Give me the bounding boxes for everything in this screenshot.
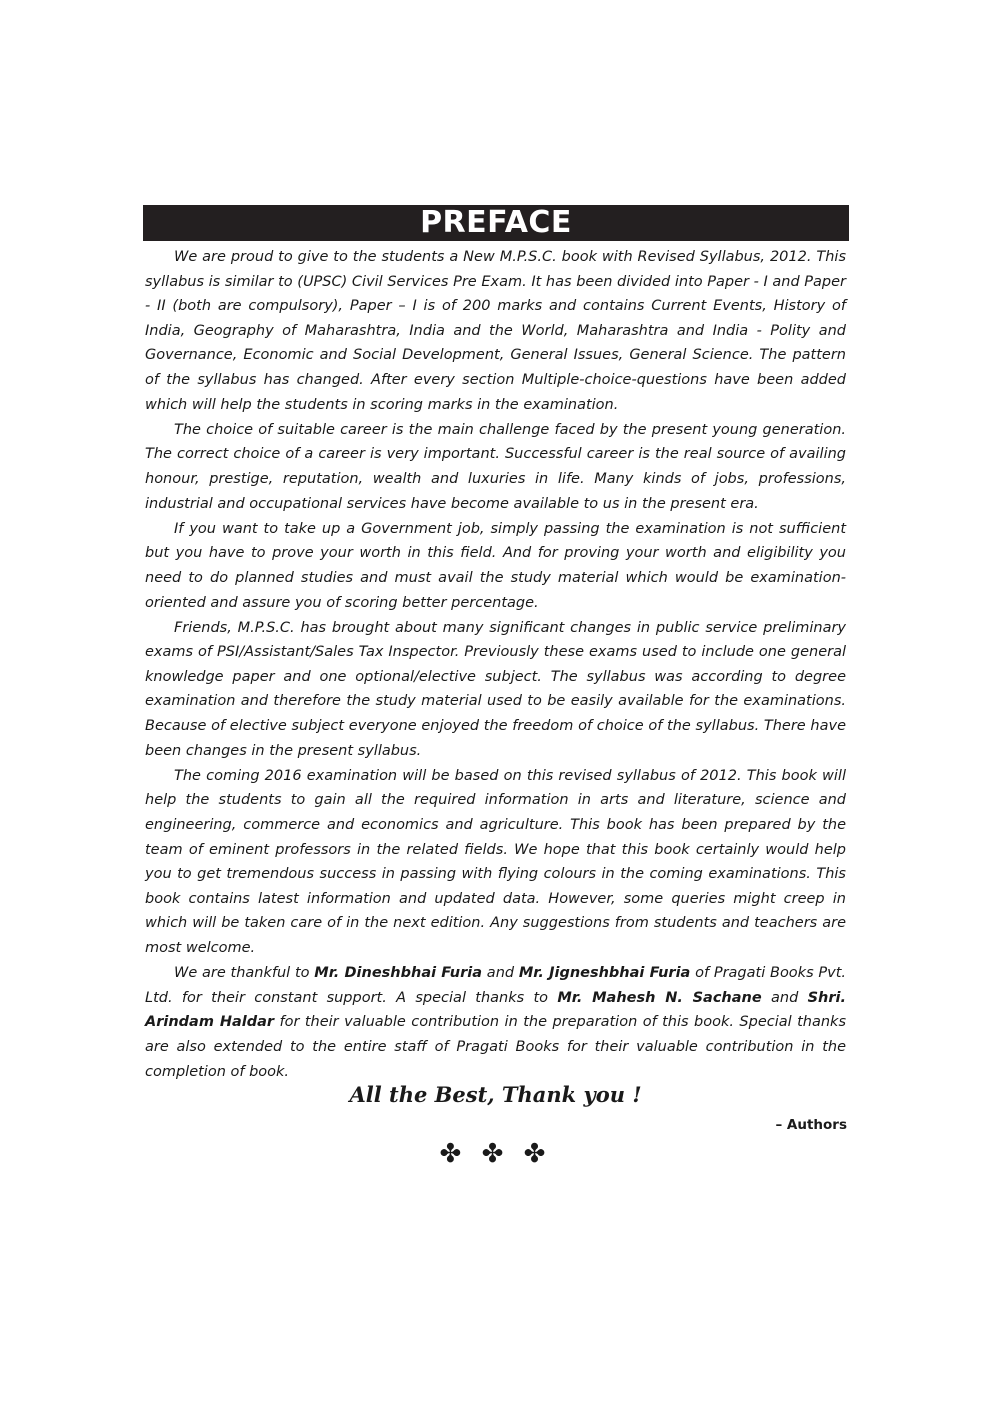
paragraph-mpsc-changes: Friends, M.P.S.C. has brought about many significant changes in public service preliminary exams of PSI/Assistant/Sales Tax Inspector. Previously these exams used to include one general knowledge paper and one optional/elective subject. The syllabus was according to degree examination and therefore the study material used to be easily available for the examinations. Because of elective subject everyone enjoyed the freedom of choice of the syllabus. There have been changes in the present syllabus. — [145, 619, 846, 759]
paragraph-acknowledgements — [145, 961, 846, 1084]
ack-text-2: and — [482, 965, 519, 982]
ack-name-mahesh: Mr. Mahesh N. Sachane — [557, 989, 762, 1006]
authors-signature: – Authors — [775, 1117, 847, 1133]
paragraph-government-job: If you want to take up a Government job, simply passing the examination is not sufficient but you have to prove your worth in this field. And for proving your worth and eligibility you need to do planned studies and must avail the study material which would be examination-oriented and assure you of scoring better percentage. — [145, 520, 846, 611]
closing-message: All the Best, Thank you ! — [349, 1082, 642, 1107]
ack-text-1: We are thankful to — [174, 965, 315, 982]
paragraph-career: The choice of suitable career is the main challenge faced by the present young generation. The correct choice of a career is very important. Successful career is the real source of availing honour, prestige, reputation, wealth and luxuries in life. Many kinds of jobs, professions, industrial and occupational services have become available to us in the present era. — [145, 421, 846, 512]
ack-text-5: for their valuable contribution in the preparation of this book. Special thanks are also extended to the entire staff of Pragati Books for their valuable contribution in the completion of book. — [145, 1014, 846, 1080]
page-title: PREFACE — [420, 205, 572, 240]
ack-name-jigneshbhai: Mr. Jigneshbhai Furia — [518, 965, 691, 982]
paragraph-intro: We are proud to give to the students a New M.P.S.C. book with Revised Syllabus, 2012. This syllabus is similar to (UPSC) Civil Services Pre Exam. It has been divided into Paper - I and Paper - II (both are compulsory), Paper – I is of 200 marks and contains Current Events, History of India, Geography of Maharashtra, India and the World, Maharashtra and India - Polity and Governance, Economic and Social Development, General Issues, General Science. The pattern of the syllabus has changed. After every section Multiple-choice-questions have been added which will help the students in scoring marks in the examination. — [145, 249, 846, 413]
preface-body — [145, 245, 846, 1085]
title-banner — [143, 205, 849, 241]
ack-name-arindam: Shri. Arindam Haldar — [145, 989, 846, 1031]
clover-ornament-icon: ✤ ✤ ✤ — [439, 1139, 552, 1169]
ack-text-4: and — [761, 989, 808, 1006]
ack-name-dineshbhai: Mr. Dineshbhai Furia — [314, 965, 483, 982]
ack-text-3: of Pragati Books Pvt. Ltd. for their constant support. A special thanks to — [145, 965, 847, 1006]
paragraph-2016-exam: The coming 2016 examination will be based on this revised syllabus of 2012. This book will help the students to gain all the required information in arts and literature, science and engineering, commerce and economics and agriculture. This book has been prepared by the team of eminent professors in the related fields. We hope that this book certainly would help you to get tremendous success in passing with flying colours in the coming examinations. This book contains latest information and updated data. However, some queries might creep in which will be taken care of in the next edition. Any suggestions from students and teachers are most welcome. — [145, 767, 846, 956]
